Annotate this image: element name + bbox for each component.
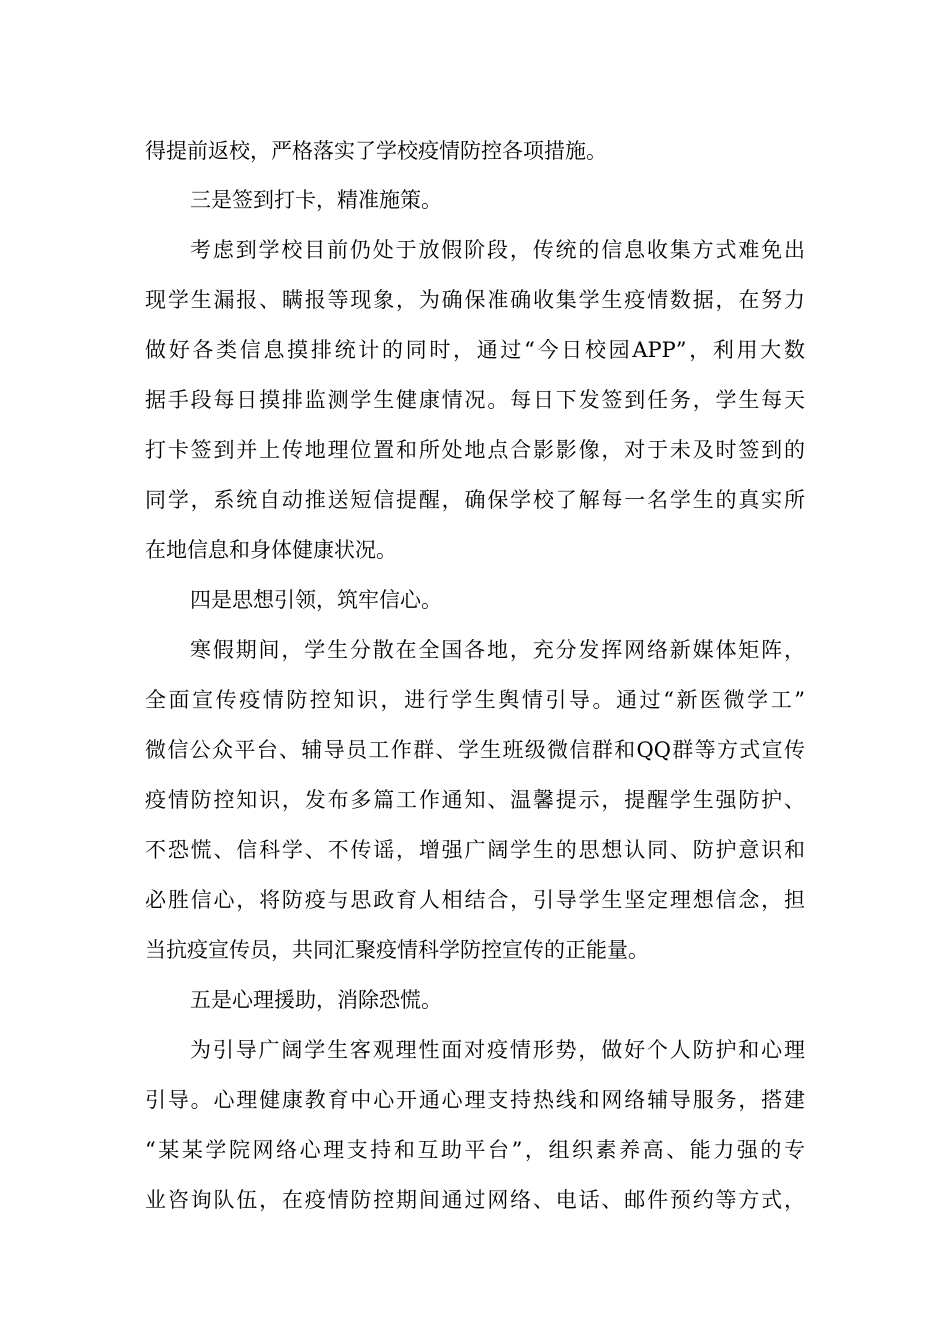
- paragraph-line: 做好各类信息摸排统计的同时，通过“今日校园APP”，利用大数: [145, 338, 805, 362]
- paragraph-line: 寒假期间，学生分散在全国各地，充分发挥网络新媒体矩阵，: [190, 638, 805, 662]
- paragraph-line: 同学，系统自动推送短信提醒，确保学校了解每一名学生的真实所: [145, 488, 805, 512]
- paragraph-line: 据手段每日摸排监测学生健康情况。每日下发签到任务，学生每天: [145, 388, 805, 412]
- paragraph-line: 业咨询队伍，在疫情防控期间通过网络、电话、邮件预约等方式，: [145, 1188, 805, 1212]
- section-heading: 五是心理援助，消除恐慌。: [190, 988, 442, 1012]
- section-heading: 四是思想引领，筑牢信心。: [190, 588, 442, 612]
- paragraph-line: 考虑到学校目前仍处于放假阶段，传统的信息收集方式难免出: [190, 238, 805, 262]
- paragraph-line: 必胜信心，将防疫与思政育人相结合，引导学生坚定理想信念，担: [145, 888, 805, 912]
- section-heading: 三是签到打卡，精准施策。: [190, 188, 442, 212]
- paragraph-line: 为引导广阔学生客观理性面对疫情形势，做好个人防护和心理: [190, 1038, 805, 1062]
- paragraph-line: 不恐慌、信科学、不传谣，增强广阔学生的思想认同、防护意识和: [145, 838, 805, 862]
- paragraph-line: 现学生漏报、瞒报等现象，为确保准确收集学生疫情数据，在努力: [145, 288, 805, 312]
- paragraph-line: 全面宣传疫情防控知识，进行学生舆情引导。通过“新医微学工”: [145, 688, 805, 712]
- paragraph-line: 打卡签到并上传地理位置和所处地点合影影像，对于未及时签到的: [145, 438, 805, 462]
- paragraph-line: “某某学院网络心理支持和互助平台”，组织素养高、能力强的专: [145, 1138, 805, 1162]
- paragraph-line: 得提前返校，严格落实了学校疫情防控各项措施。: [145, 139, 607, 163]
- paragraph-line: 当抗疫宣传员，共同汇聚疫情科学防控宣传的正能量。: [145, 938, 649, 962]
- paragraph-line: 疫情防控知识，发布多篇工作通知、温馨提示，提醒学生强防护、: [145, 788, 805, 812]
- paragraph-line: 微信公众平台、辅导员工作群、学生班级微信群和QQ群等方式宣传: [145, 738, 805, 762]
- paragraph-line: 引导。心理健康教育中心开通心理支持热线和网络辅导服务，搭建: [145, 1088, 805, 1112]
- paragraph-line: 在地信息和身体健康状况。: [145, 538, 397, 562]
